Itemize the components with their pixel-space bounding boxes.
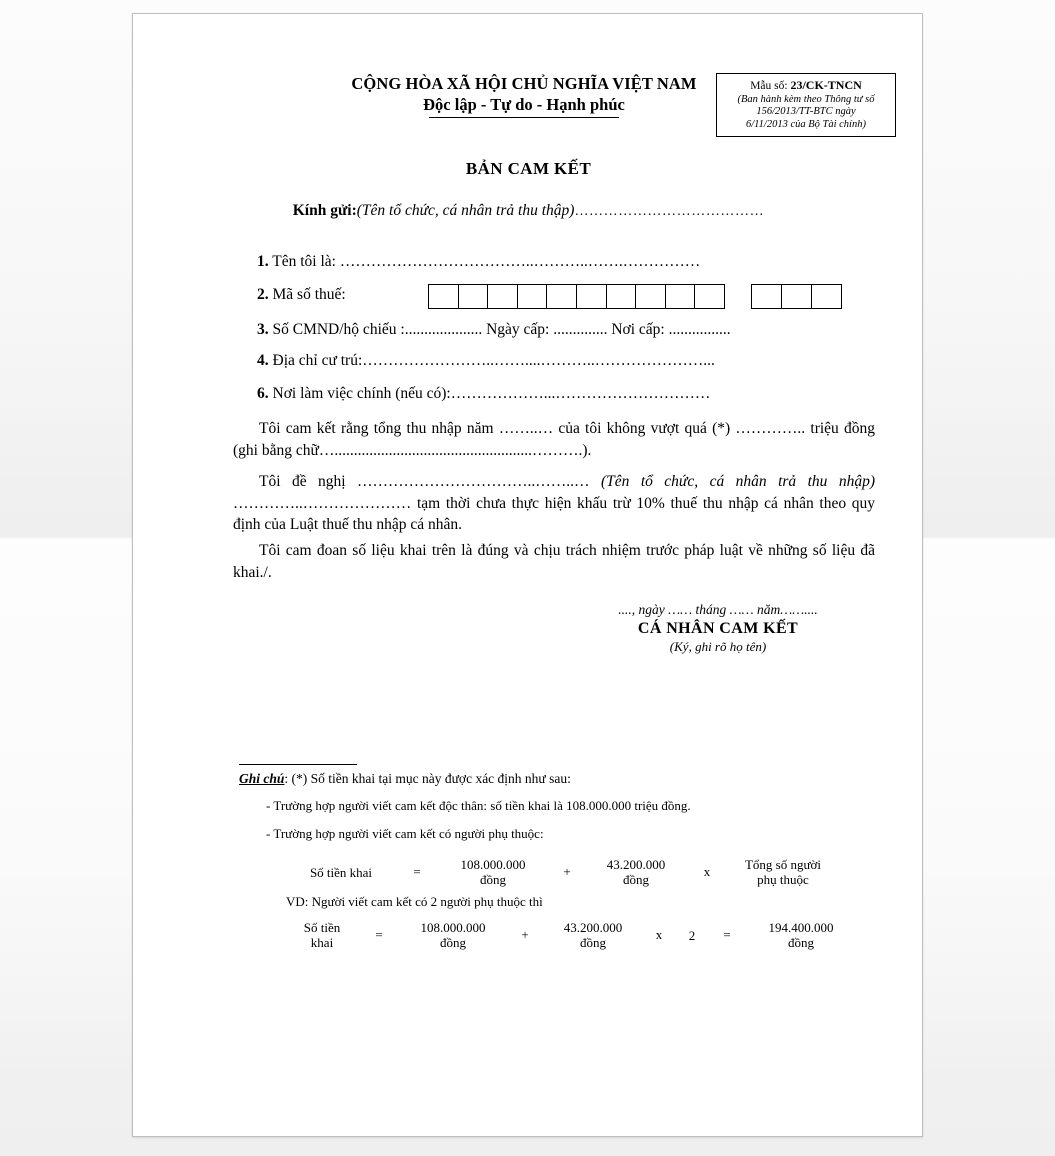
formula1-term-amount [286, 865, 396, 880]
notes-label: Ghi chú [239, 771, 285, 786]
notes-heading [239, 771, 571, 787]
formula1-term3-line2: đồng [623, 872, 649, 888]
tax-code-cell[interactable] [665, 284, 696, 309]
field-dots-issue-date: .............. [553, 321, 608, 338]
field-label-id-card: Số CMND/hộ chiếu : [272, 321, 405, 338]
formula2-plus: + [521, 927, 529, 943]
form-issue-line1: (Ban hành kèm theo Thông tư số [737, 94, 875, 105]
tax-code-cell[interactable] [546, 284, 577, 309]
formula1-term1-line1: Số tiền khai [309, 864, 373, 880]
formula1-term-per-dependent [586, 857, 686, 888]
field-dots-issue-place: ................ [668, 321, 731, 338]
field-dots-workplace: ………………...………………………… [450, 385, 711, 402]
commitment-paragraph-declaration [233, 540, 875, 583]
formula2-term5-line1: 194.400.000 [768, 920, 834, 935]
p2-dots1: ……………………………..……..… [357, 473, 590, 490]
document-page [132, 13, 923, 1137]
national-heading-rule [429, 117, 619, 118]
p2-part2: tạm thời chưa thực hiện khấu trừ 10% thuế thu nhập cá nhân theo quy định của Luật thuế thu nhập cá nhân. [233, 494, 876, 534]
form-code-label: Mẫu số: [750, 80, 788, 92]
formula2-term-result [746, 920, 856, 951]
formula2-term-count: 2 [688, 927, 696, 943]
notes-heading-rest: : (*) Số tiền khai tại mục này được xác định như sau: [284, 771, 571, 786]
form-code-box [716, 73, 896, 137]
tax-code-cell[interactable] [428, 284, 459, 309]
formula2-term-per-dependent [544, 920, 642, 951]
formula2-term2-line2: đồng [440, 935, 466, 951]
p1-end: ). [582, 441, 592, 459]
tax-code-cell[interactable] [781, 284, 812, 309]
tax-code-group-suffix[interactable] [751, 284, 841, 309]
signature-title: CÁ NHÂN CAM KẾT [637, 620, 799, 637]
form-issue-line3: 6/11/2013 của Bộ Tài chính) [746, 118, 866, 130]
recipient-hint: (Tên tổ chức, cá nhân trả thu thập) [356, 202, 575, 219]
p3-text: Tôi cam đoan số liệu khai trên là đúng và chịu trách nhiệm trước pháp luật về những số liệu đã khai./. [233, 542, 875, 581]
notes-divider [239, 764, 357, 765]
signature-instruction: (Ký, ghi rõ họ tên) [669, 639, 767, 654]
p1-dots2: ………….. [735, 420, 806, 437]
formula2-term5-line2: đồng [788, 935, 814, 951]
tax-code-cell[interactable] [576, 284, 607, 309]
field-label-workplace: Nơi làm việc chính (nếu có): [272, 385, 451, 402]
field-label-issue-date: Ngày cấp: [486, 321, 550, 338]
field-row-id-card [257, 321, 897, 339]
recipient-dots: ………………………………… [574, 204, 765, 219]
p1-dots3: …...................................................………. [318, 441, 583, 459]
field-number-1: 1. [257, 253, 269, 270]
notes-bullet-dependents: - Trường hợp người viết cam kết có người phụ thuộc: [266, 826, 544, 841]
formula1-term-base [438, 857, 548, 888]
recipient-label: Kính gửi: [292, 202, 357, 219]
p1-dots1: ……..… [498, 420, 554, 437]
formula2-term1-line1: Số tiền [303, 920, 341, 935]
national-heading-line2: Độc lập - Tự do - Hạnh phúc [423, 95, 625, 114]
field-number-4: 4. [257, 352, 269, 369]
field-row-workplace [257, 385, 897, 403]
tax-code-cell[interactable] [635, 284, 666, 309]
formula1-term-dependent-count [728, 857, 838, 888]
national-heading-line1: CỘNG HÒA XÃ HỘI CHỦ NGHĨA VIỆT NAM [351, 74, 697, 93]
field-dots-id-number: .................... [404, 321, 483, 338]
tax-code-cell[interactable] [517, 284, 548, 309]
form-issue-line2: 156/2013/TT-BTC ngày [756, 106, 856, 118]
field-number-3: 3. [257, 321, 269, 338]
formula2-equals-2: = [723, 927, 731, 943]
formula1-term2-line2: đồng [480, 872, 506, 888]
formula-general [286, 857, 838, 888]
field-label-tax-code: Mã số thuế: [272, 286, 346, 303]
tax-code-grid[interactable] [428, 284, 842, 309]
field-label-address: Địa chỉ cư trú: [272, 352, 363, 369]
p2-dots2: …………..………………… [233, 494, 412, 512]
formula1-times: x [703, 864, 711, 880]
commitment-paragraph-request [233, 471, 875, 536]
tax-code-cell[interactable] [458, 284, 489, 309]
formula1-term2-line1: 108.000.000 [460, 857, 526, 872]
tax-code-cell[interactable] [606, 284, 637, 309]
field-number-2: 2. [257, 286, 269, 303]
field-dots-name: ………………………………..………..…….…………… [339, 253, 701, 270]
form-code-value: 23/CK-TNCN [790, 78, 862, 92]
field-label-issue-place: Nơi cấp: [611, 321, 665, 338]
formula1-equals-1: = [413, 864, 421, 880]
field-label-name: Tên tôi là: [272, 253, 336, 270]
p2-part1: Tôi đề nghị [259, 473, 346, 490]
signature-date-line: ...., ngày …… tháng …… năm…….... [618, 602, 818, 617]
formula2-times: x [655, 927, 663, 943]
tax-code-cell[interactable] [811, 284, 842, 309]
notes-bullet-single: - Trường hợp người viết cam kết độc thân: số tiền khai là 108.000.000 triệu đồng. [266, 798, 691, 813]
tax-code-group-primary[interactable] [428, 284, 725, 309]
formula1-term4-line2: phụ thuộc [757, 872, 809, 888]
tax-code-cell[interactable] [694, 284, 725, 309]
formula2-term1-line2: khai [310, 935, 334, 951]
tax-code-cell[interactable] [751, 284, 782, 309]
tax-code-cell[interactable] [487, 284, 518, 309]
page-title: BẢN CAM KẾT [465, 159, 592, 178]
field-number-6: 6. [257, 385, 269, 402]
formula1-plus: + [563, 864, 571, 880]
p1-part3: triệu đồng (ghi bằng chữ [233, 420, 876, 459]
formula2-term-amount [286, 920, 358, 951]
formula1-term3-line1: 43.200.000 [606, 857, 666, 872]
p2-italic-payer: (Tên tổ chức, cá nhân trả thu nhập) [600, 473, 876, 490]
p1-part2: của tôi không vượt quá (*) [558, 420, 731, 437]
field-dots-address: ……………………..……....………..…………………... [362, 352, 715, 369]
form-code-line [720, 78, 892, 93]
signature-block [563, 602, 873, 655]
p1-part1: Tôi cam kết rằng tổng thu nhập năm [259, 420, 494, 437]
field-row-name [257, 253, 897, 271]
field-row-address [257, 352, 897, 370]
formula2-term3-line1: 43.200.000 [563, 920, 623, 935]
formula2-term-base [400, 920, 506, 951]
national-heading [338, 74, 710, 118]
formula2-term3-line2: đồng [580, 935, 606, 951]
formula2-equals-1: = [375, 927, 383, 943]
formula1-term4-line1: Tổng số người [744, 857, 822, 872]
form-issue-note [720, 94, 892, 131]
formula2-term2-line1: 108.000.000 [420, 920, 486, 935]
notes-example-intro: VD: Người viết cam kết có 2 người phụ thuộc thì [286, 894, 543, 909]
formula-example [286, 920, 856, 951]
recipient-line [133, 202, 924, 220]
document-content [133, 14, 924, 1138]
commitment-paragraph-income [233, 418, 875, 461]
